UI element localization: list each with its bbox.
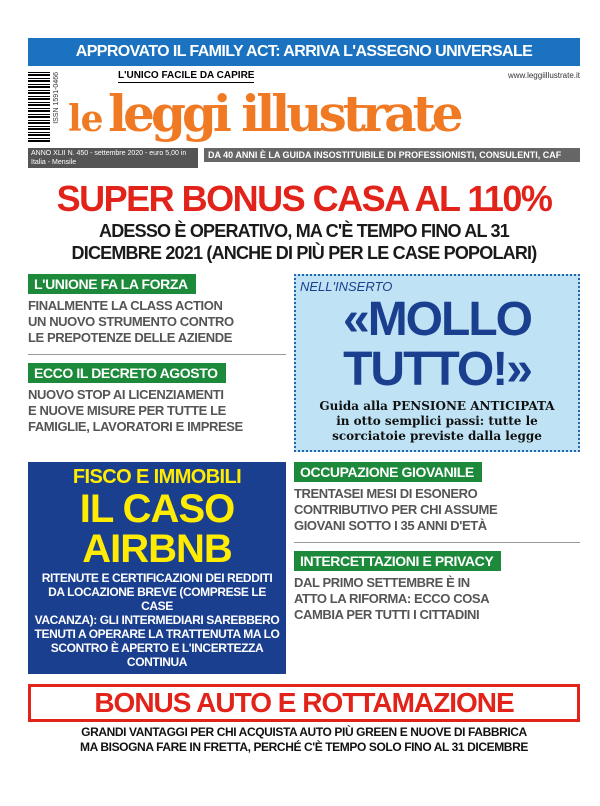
- divider: [28, 354, 286, 355]
- story-label: ECCO IL DECRETO AGOSTO: [28, 363, 226, 383]
- left-stories: [28, 274, 286, 452]
- story-class-action: [28, 274, 286, 346]
- issn: ISSN 1591-0466: [53, 72, 60, 124]
- story-text: NUOVO STOP AI LICENZIAMENTI E NUOVE MISURE PER TUTTE LE FAMIGLIE, LAVORATORI E IMPRESE: [28, 387, 243, 434]
- auto-subheadline: GRANDI VANTAGGI PER CHI ACQUISTA AUTO PIÙ GREEN E NUOVE DI FABBRICA MA BISOGNA FARE IN FRETTA, PERCHÉ C'È TEMPO SOLO FINO AL 31 DICEMBRE: [80, 725, 528, 754]
- subheadline: [28, 220, 580, 264]
- logo-main: leggi illustrate: [108, 84, 460, 143]
- airbnb-column: [28, 462, 286, 674]
- story-label: OCCUPAZIONE GIOVANILE: [294, 462, 482, 482]
- right-stories: [294, 462, 580, 674]
- airbnb-kicker: FISCO E IMMOBILI: [72, 466, 242, 488]
- barcode: [28, 72, 50, 142]
- lower-row: [28, 462, 580, 674]
- logo-le: le: [68, 98, 103, 140]
- masthead: [28, 70, 580, 178]
- story-text: TRENTASEI MESI DI ESONERO CONTRIBUTIVO PER CHI ASSUME GIOVANI SOTTO I 35 ANNI D'ETÀ: [294, 486, 498, 533]
- auto-headline: [28, 684, 580, 722]
- masthead-bottom-row: [28, 148, 580, 168]
- story-label: L'UNIONE FA LA FORZA: [28, 274, 196, 294]
- auto-title: BONUS AUTO E ROTTAMAZIONE: [94, 687, 514, 718]
- headline-text: SUPER BONUS CASA AL 110%: [56, 178, 552, 219]
- divider: [294, 542, 580, 543]
- airbnb-box: [28, 462, 286, 674]
- airbnb-body: RITENUTE E CERTIFICAZIONI DEI REDDITI DA LOCAZIONE BREVE (COMPRESE LE CASE VACANZA): GLI INTERMEDIARI SAREBBERO TENUTI A OPERARE LA TRATTENUTA MA LO SCONTRO È APERTO E L'INCERTEZZA CONTINUA: [34, 571, 280, 669]
- inserto-column: [294, 274, 580, 452]
- middle-row: [28, 274, 580, 452]
- top-banner: [28, 38, 580, 66]
- logo: [68, 84, 460, 156]
- cover: [28, 38, 580, 755]
- issue-info: ANNO XLII N. 450 - settembre 2020 - euro 5,00 in Italia - Mensile: [28, 148, 198, 168]
- subheadline-line: ADESSO È OPERATIVO, MA C'È TEMPO FINO AL 31: [99, 221, 509, 241]
- inserto-title: «MOLLO TUTTO!»: [343, 293, 531, 396]
- story-text: DAL PRIMO SETTEMBRE È IN ATTO LA RIFORMA: ECCO COSA CAMBIA PER TUTTI I CITTADINI: [294, 575, 490, 622]
- website-url: www.leggiillustrate.it: [507, 71, 580, 80]
- inserto-box: [294, 274, 580, 452]
- tagline: L'UNICO FACILE DA CAPIRE: [118, 70, 255, 81]
- airbnb-title: AIRBNB: [82, 527, 232, 571]
- slogan-bar: DA 40 ANNI È LA GUIDA INSOSTITUIBILE DI PROFESSIONISTI, CONSULENTI, CAF: [204, 148, 580, 162]
- main-headline: [28, 178, 580, 220]
- story-intercettazioni: [294, 551, 580, 623]
- banner-text: APPROVATO IL FAMILY ACT: ARRIVA L'ASSEGNO UNIVERSALE: [75, 43, 533, 60]
- story-decreto: [28, 363, 286, 435]
- story-text: FINALMENTE LA CLASS ACTION UN NUOVO STRUMENTO CONTRO LE PREPOTENZE DELLE AZIENDE: [28, 298, 234, 345]
- inserto-kicker: NELL'INSERTO: [300, 279, 393, 294]
- inserto-caption: Guida alla PENSIONE ANTICIPATA in otto semplici passi: tutte le scorciatoie previste dalla legge: [319, 399, 555, 443]
- subheadline-line: DICEMBRE 2021 (ANCHE DI PIÙ PER LE CASE POPOLARI): [71, 243, 537, 263]
- story-occupazione: [294, 462, 580, 534]
- airbnb-title: IL CASO: [79, 487, 235, 531]
- story-label: INTERCETTAZIONI E PRIVACY: [294, 551, 501, 571]
